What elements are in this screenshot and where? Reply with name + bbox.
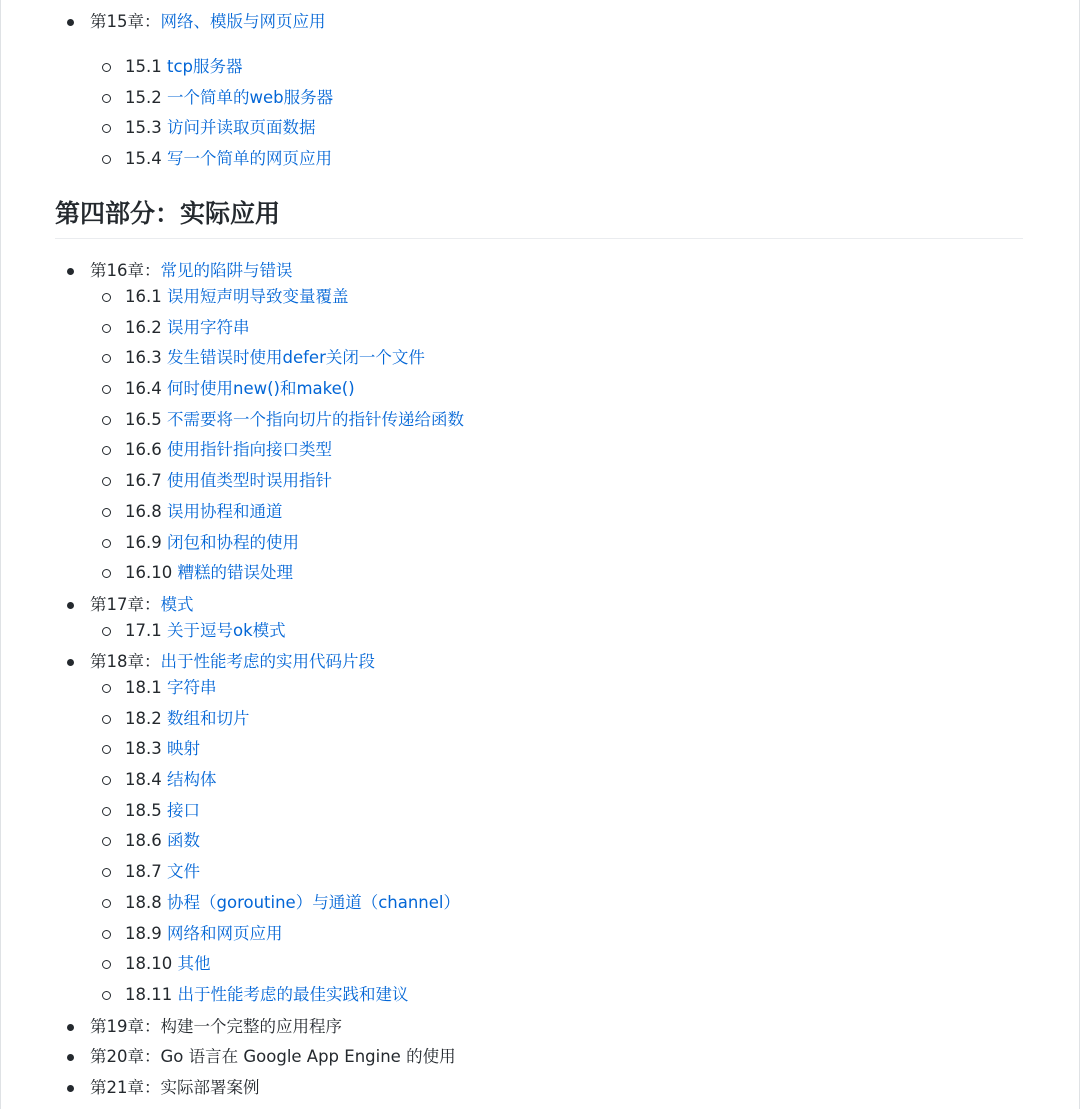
chapter-16-link[interactable]: 常见的陷阱与错误: [160, 261, 293, 280]
chapter-label: 第18章：: [90, 652, 161, 671]
section-number: 15.1: [125, 57, 162, 76]
section-item: [0, 767, 1080, 793]
section-number: 15.4: [125, 149, 162, 169]
section-item: [0, 675, 1080, 701]
section-link[interactable]: 何时使用new()和make(): [167, 379, 355, 399]
section-number: 16.7: [125, 471, 162, 491]
section-item: [0, 798, 1080, 824]
chapter-16: [0, 258, 1080, 284]
section-number: 18.4: [125, 770, 162, 790]
chapter-16-sections: [0, 284, 1080, 591]
section-item: [0, 437, 1080, 463]
section-item: [0, 921, 1080, 947]
section-link[interactable]: 发生错误时使用defer关闭一个文件: [167, 348, 425, 368]
chapter-21-block: [0, 1075, 1080, 1101]
section-item: [0, 982, 1080, 1008]
section-number: 15.3: [125, 118, 162, 138]
section-link[interactable]: 使用值类型时误用指针: [167, 471, 332, 491]
section-item: [0, 828, 1080, 854]
chapter-18-block: [0, 649, 1080, 675]
chapter-16-block: [0, 258, 1080, 284]
section-link[interactable]: 协程（goroutine）与通道（channel）: [167, 892, 460, 912]
section-link[interactable]: 使用指针指向接口类型: [167, 440, 332, 460]
section-item: [0, 146, 1080, 172]
section-item: [0, 345, 1080, 371]
section-item: [0, 560, 1080, 586]
chapter-17: [0, 592, 1080, 618]
section-number: 18.6: [125, 831, 162, 851]
section-number: 18.8: [125, 892, 162, 912]
section-number: 18.1: [125, 678, 162, 697]
chapter-15-sections: [0, 54, 1080, 177]
section-number: 15.2: [125, 87, 162, 107]
section-link[interactable]: 闭包和协程的使用: [167, 532, 299, 552]
section-number: 17.1: [125, 621, 162, 640]
chapter-17-link[interactable]: 模式: [160, 595, 194, 614]
section-link[interactable]: 函数: [167, 831, 200, 851]
chapter-15-block: [0, 9, 1080, 35]
chapter-18-sections: [0, 675, 1080, 1013]
chapter-label: 第17章：: [90, 595, 161, 614]
section-number: 16.1: [125, 287, 162, 306]
section-link[interactable]: 出于性能考虑的最佳实践和建议: [177, 984, 409, 1004]
section-item: [0, 706, 1080, 732]
section-item: [0, 54, 1080, 80]
section-number: 16.5: [125, 409, 162, 429]
section-link[interactable]: 写一个简单的网页应用: [167, 149, 332, 169]
section-number: 18.5: [125, 800, 162, 820]
section-link[interactable]: 网络和网页应用: [167, 923, 283, 943]
section-item: [0, 376, 1080, 402]
chapter-18-link[interactable]: 出于性能考虑的实用代码片段: [160, 652, 375, 671]
part-4-heading: 第四部分：实际应用: [55, 196, 1023, 239]
section-number: 18.7: [125, 862, 162, 882]
section-item: [0, 407, 1080, 433]
section-link[interactable]: 其他: [177, 954, 211, 974]
section-link[interactable]: 映射: [167, 739, 200, 759]
chapter-15: [0, 9, 1080, 35]
chapter-19: 第19章：构建一个完整的应用程序: [0, 1014, 1080, 1040]
section-link[interactable]: 一个简单的web服务器: [167, 87, 334, 107]
chapter-17-block: [0, 592, 1080, 618]
section-link[interactable]: 结构体: [167, 770, 217, 790]
section-number: 16.3: [125, 348, 162, 368]
section-item: [0, 618, 1080, 644]
chapter-18: [0, 649, 1080, 675]
section-number: 18.10: [125, 954, 173, 974]
section-link[interactable]: 接口: [167, 800, 200, 820]
section-number: 16.4: [125, 379, 162, 399]
section-item: [0, 468, 1080, 494]
section-link[interactable]: 糟糕的错误处理: [177, 563, 293, 583]
chapter-label: 第15章：: [90, 12, 161, 31]
section-item: [0, 284, 1080, 310]
chapter-label: 第16章：: [90, 261, 161, 280]
section-link[interactable]: 访问并读取页面数据: [167, 118, 316, 138]
section-link[interactable]: 数组和切片: [167, 708, 250, 728]
chapter-15-link[interactable]: 网络、模版与网页应用: [160, 12, 326, 31]
section-item: [0, 115, 1080, 141]
section-item: [0, 530, 1080, 556]
chapter-19-block: [0, 1014, 1080, 1040]
section-item: [0, 890, 1080, 916]
section-link[interactable]: 误用短声明导致变量覆盖: [167, 287, 349, 306]
section-link[interactable]: 不需要将一个指向切片的指针传递给函数: [167, 409, 464, 429]
section-number: 18.9: [125, 923, 162, 943]
section-link[interactable]: 文件: [167, 862, 200, 882]
section-link[interactable]: 误用字符串: [167, 317, 250, 337]
section-item: [0, 315, 1080, 341]
section-number: 18.2: [125, 708, 162, 728]
section-number: 16.6: [125, 440, 162, 460]
chapter-20: 第20章：Go 语言在 Google App Engine 的使用: [0, 1044, 1080, 1070]
section-number: 18.3: [125, 739, 162, 759]
section-link[interactable]: 误用协程和通道: [167, 501, 283, 521]
chapter-20-block: [0, 1044, 1080, 1070]
section-item: [0, 85, 1080, 111]
section-link[interactable]: 字符串: [167, 678, 217, 697]
section-item: [0, 736, 1080, 762]
section-number: 16.9: [125, 532, 162, 552]
section-item: [0, 859, 1080, 885]
section-link[interactable]: 关于逗号ok模式: [167, 621, 286, 640]
section-number: 16.10: [125, 563, 173, 583]
section-number: 18.11: [125, 984, 173, 1004]
section-item: [0, 499, 1080, 525]
section-link[interactable]: tcp服务器: [167, 57, 243, 76]
section-number: 16.8: [125, 501, 162, 521]
chapter-21: 第21章：实际部署案例: [0, 1075, 1080, 1101]
section-number: 16.2: [125, 317, 162, 337]
section-item: [0, 951, 1080, 977]
chapter-17-sections: [0, 618, 1080, 649]
